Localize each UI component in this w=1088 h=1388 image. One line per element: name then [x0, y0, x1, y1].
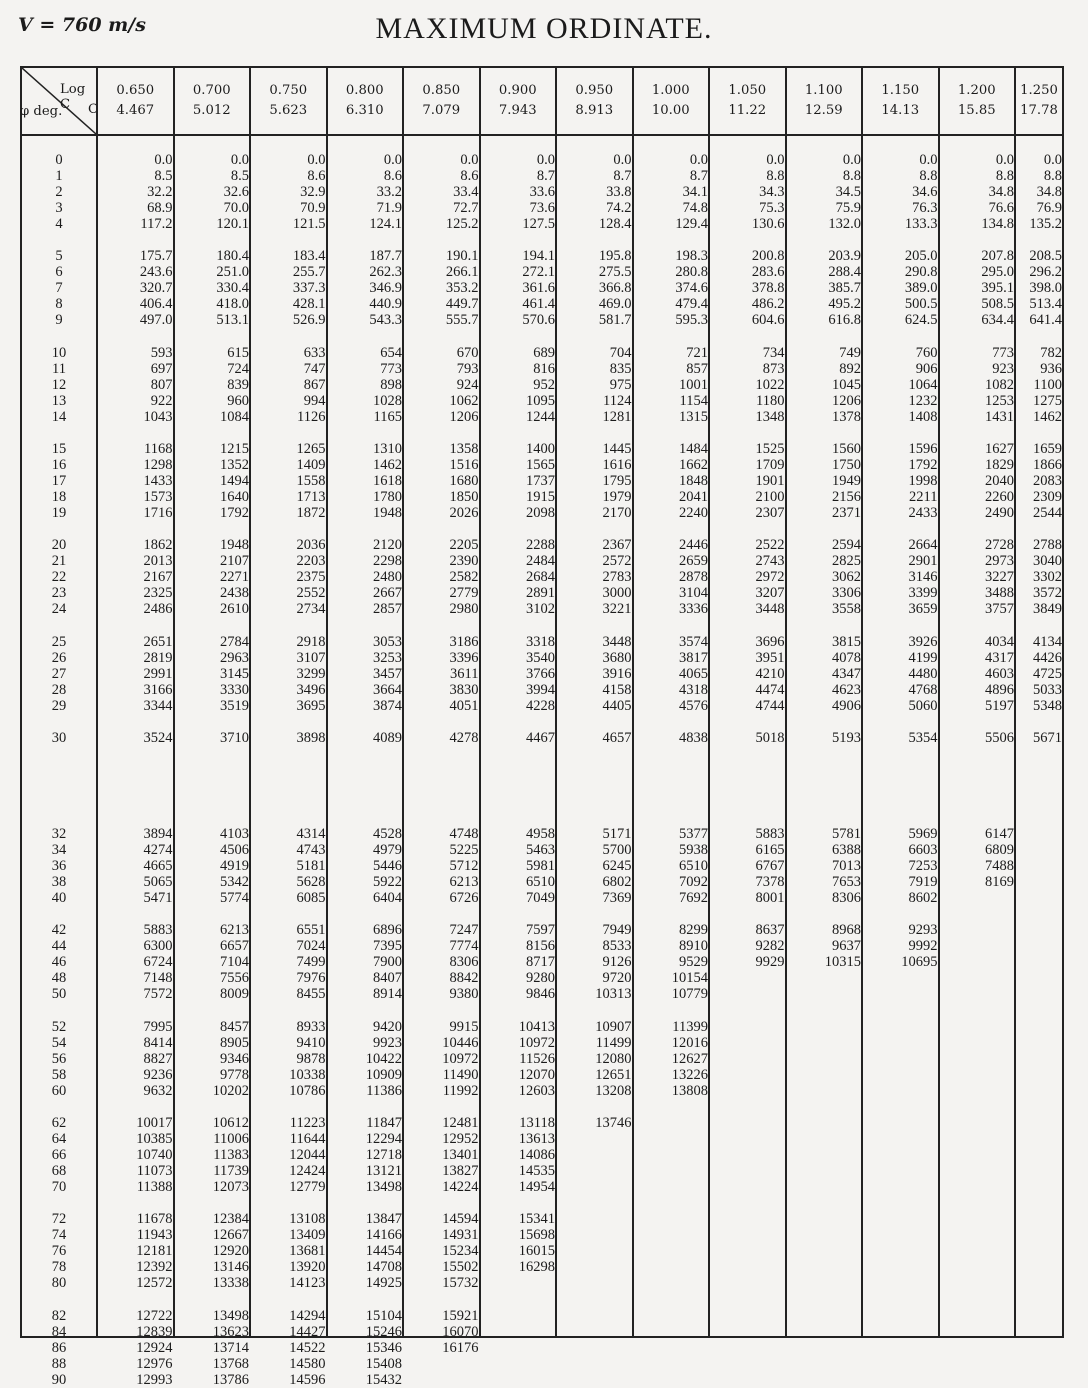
- phi-group: 30: [51, 729, 67, 746]
- value-group: 9420 9923 10422 10909 11386: [365, 1018, 402, 1099]
- c-value: 17.78: [1020, 103, 1058, 118]
- value-group: 3894 4274 4665 5065 5471: [143, 826, 173, 907]
- log-c-value: 1.000: [651, 83, 690, 98]
- value-group: 6896 7395 7900 8407 8914: [373, 922, 402, 1003]
- phi-group: 20 21 22 23 24: [51, 537, 67, 618]
- value-group: 2288 2484 2684 2891 3102: [526, 537, 555, 618]
- value-group: 5377 5938 6510 7092 7692: [679, 826, 708, 907]
- value-column: [861, 68, 938, 1336]
- value-group: 5171 5700 6245 6802 7369: [602, 826, 632, 907]
- log-c-value: 1.100: [804, 83, 843, 98]
- value-group: 5969 6603 7253 7919 8602: [908, 826, 938, 907]
- value-group: 2446 2659 2878 3104 3336: [679, 537, 708, 618]
- value-group: 8637 9282 9929: [755, 922, 785, 971]
- log-c-value: 0.700: [192, 83, 231, 98]
- value-group: 15921 16070 16176: [442, 1307, 479, 1356]
- value-group: 2651 2819 2991 3166 3344: [143, 633, 173, 714]
- c-value: 4.467: [116, 103, 155, 118]
- phi-group: 25 26 27 28 29: [51, 633, 67, 714]
- value-group: 670 793 924 1062 1206: [449, 344, 479, 425]
- value-group: 2728 2973 3227 3488 3757: [985, 537, 1014, 618]
- value-group: 0.0 8.8 34.3 75.3 130.6: [751, 152, 785, 232]
- phi-group: 72 74 76 78 80: [51, 1211, 67, 1292]
- value-group: 208.5 296.2 398.0 513.4 641.4: [1029, 248, 1062, 329]
- value-group: 183.4 255.7 337.3 428.1 526.9: [292, 248, 326, 329]
- value-group: 8457 8905 9346 9778 10202: [212, 1018, 249, 1099]
- value-group: 1215 1352 1494 1640 1792: [220, 440, 249, 521]
- value-group: 13746: [595, 1115, 632, 1131]
- value-column: [1014, 68, 1062, 1336]
- value-group: 689 816 952 1095 1244: [526, 344, 555, 425]
- value-group: 1168 1298 1433 1573 1716: [143, 440, 173, 521]
- value-group: 175.7 243.6 320.7 406.4 497.0: [139, 248, 173, 329]
- value-group: 203.9 288.4 385.7 495.2 616.8: [828, 248, 861, 329]
- value-group: 0.0 8.7 33.6 73.6 127.5: [522, 152, 555, 232]
- value-column: [402, 68, 479, 1356]
- value-group: 5883 6165 6767 7378 8001: [755, 826, 785, 907]
- value-column: [708, 68, 785, 1336]
- value-group: 7949 8533 9126 9720 10313: [595, 922, 632, 1003]
- value-group: 5193: [832, 729, 861, 746]
- value-group: 5781 6388 7013 7653 8306: [832, 826, 861, 907]
- value-group: 0.0 8.5 32.6 70.0 120.1: [216, 152, 249, 232]
- value-group: 0.0 8.6 33.2 71.9 124.1: [369, 152, 402, 232]
- phi-group: 0 1 2 3 4: [55, 152, 63, 232]
- c-label: C: [88, 102, 99, 117]
- value-column: [479, 68, 556, 1336]
- value-group: 11223 11644 12044 12424 12779: [289, 1115, 326, 1195]
- value-group: 721 857 1001 1154 1315: [679, 344, 708, 425]
- value-group: 13118 13613 14086 14535 14954: [518, 1115, 555, 1195]
- c-value: 8.913: [575, 103, 614, 118]
- value-group: 4034 4317 4603 4896 5197: [985, 633, 1014, 714]
- value-group: 9293 9992 10695: [901, 922, 938, 971]
- value-group: 12722 12839 12924 12976 12993: [136, 1307, 173, 1388]
- value-group: 3448 3680 3916 4158 4405: [602, 633, 632, 714]
- value-group: 3926 4199 4480 4768 5060: [908, 633, 938, 714]
- value-group: 198.3 280.8 374.6 479.4 595.3: [675, 248, 708, 329]
- value-group: 1659 1866 2083 2309 2544: [1033, 440, 1062, 521]
- value-group: 200.8 283.6 378.8 486.2 604.6: [751, 248, 785, 329]
- log-c-value: 0.750: [269, 83, 308, 98]
- value-group: 3574 3817 4065 4318 4576: [679, 633, 708, 714]
- velocity-label: V = 760 m/s: [18, 14, 146, 36]
- value-group: 205.0 290.8 389.0 500.5 624.5: [904, 248, 938, 329]
- value-group: 5506: [985, 729, 1014, 746]
- c-value: 5.623: [269, 103, 308, 118]
- c-value: 5.012: [192, 103, 231, 118]
- value-group: 10612 11006 11383 11739 12073: [212, 1115, 249, 1195]
- c-value: 11.22: [728, 103, 767, 118]
- value-group: 633 747 867 994 1126: [297, 344, 326, 425]
- value-group: 1265 1409 1558 1713 1872: [296, 440, 326, 521]
- value-group: 3186 3396 3611 3830 4051: [449, 633, 479, 714]
- value-group: 2522 2743 2972 3207 3448: [755, 537, 785, 618]
- value-group: 12384 12667 12920 13146 13338: [212, 1211, 249, 1292]
- value-group: 5671: [1033, 729, 1062, 746]
- value-group: 1627 1829 2040 2260 2490: [985, 440, 1014, 521]
- value-group: 10017 10385 10740 11073 11388: [136, 1115, 173, 1195]
- value-group: 8299 8910 9529 10154 10779: [671, 922, 708, 1003]
- value-group: 6551 7024 7499 7976 8455: [296, 922, 326, 1003]
- value-group: 4314 4743 5181 5628 6085: [296, 826, 326, 907]
- value-group: 2205 2390 2582 2779 2980: [449, 537, 479, 618]
- log-c-value: 1.200: [957, 83, 996, 98]
- value-group: 13847 14166 14454 14708 14925: [365, 1211, 402, 1292]
- value-group: 3898: [296, 729, 326, 746]
- value-group: 2036 2203 2375 2552 2734: [296, 537, 326, 618]
- value-column: [632, 68, 709, 1336]
- value-group: 3053 3253 3457 3664 3874: [373, 633, 402, 714]
- value-group: 14594 14931 15234 15502 15732: [442, 1211, 479, 1292]
- phi-label: φ deg.: [20, 104, 63, 119]
- value-group: 5354: [908, 729, 938, 746]
- value-group: 190.1 266.1 353.2 449.7 555.7: [445, 248, 479, 329]
- value-column: [249, 68, 326, 1388]
- value-group: 3710: [220, 729, 249, 746]
- value-column: [326, 68, 403, 1388]
- value-group: 11678 11943 12181 12392 12572: [136, 1211, 173, 1292]
- value-group: 8968 9637 10315: [824, 922, 861, 971]
- value-group: 13498 13623 13714 13768 13786: [212, 1307, 249, 1388]
- c-value: 10.00: [651, 103, 690, 118]
- value-group: 0.0 8.5 32.2 68.9 117.2: [140, 152, 173, 232]
- value-group: 7597 8156 8717 9280 9846: [526, 922, 555, 1003]
- value-group: 4134 4426 4725 5033 5348: [1033, 633, 1062, 714]
- log-c-value: 0.650: [116, 83, 155, 98]
- log-c-value: 1.150: [881, 83, 920, 98]
- value-group: 773 923 1082 1253 1431: [985, 344, 1014, 425]
- c-value: 7.079: [422, 103, 461, 118]
- value-group: 0.0 8.8 34.5 75.9 132.0: [828, 152, 861, 232]
- value-group: 12481 12952 13401 13827 14224: [442, 1115, 479, 1195]
- value-group: 0.0 8.8 34.6 76.3 133.3: [904, 152, 938, 232]
- value-group: 1400 1565 1737 1915 2098: [526, 440, 555, 521]
- phi-group: 15 16 17 18 19: [51, 440, 67, 521]
- value-group: 11847 12294 12718 13121 13498: [365, 1115, 402, 1195]
- value-column: [173, 68, 250, 1388]
- phi-column: [20, 68, 99, 1388]
- value-group: 1596 1792 1998 2211 2433: [908, 440, 938, 521]
- phi-group: 52 54 56 58 60: [51, 1018, 67, 1099]
- value-group: 1525 1709 1901 2100 2307: [755, 440, 785, 521]
- value-group: 2594 2825 3062 3306 3558: [832, 537, 861, 618]
- log-c-value: 0.800: [345, 83, 384, 98]
- value-group: 734 873 1022 1180 1348: [755, 344, 785, 425]
- c-value: 15.85: [957, 103, 996, 118]
- maximum-ordinate-table: [20, 66, 1064, 1388]
- phi-group: 62 64 66 68 70: [51, 1115, 67, 1195]
- log-c-value: 0.900: [498, 83, 537, 98]
- value-group: 2918 3107 3299 3496 3695: [296, 633, 326, 714]
- value-group: 4278: [449, 729, 479, 746]
- value-group: 1484 1662 1848 2041 2240: [679, 440, 708, 521]
- value-group: 0.0 8.6 32.9 70.9 121.5: [292, 152, 326, 232]
- value-group: 6213 6657 7104 7556 8009: [220, 922, 249, 1003]
- value-group: 3815 4078 4347 4623 4906: [832, 633, 861, 714]
- value-group: 11399 12016 12627 13226 13808: [671, 1018, 708, 1099]
- value-group: 704 835 975 1124 1281: [602, 344, 632, 425]
- value-group: 7995 8414 8827 9236 9632: [143, 1018, 173, 1099]
- value-group: 2120 2298 2480 2667 2857: [373, 537, 402, 618]
- value-group: 593 697 807 922 1043: [143, 344, 173, 425]
- log-c-value: 0.850: [422, 83, 461, 98]
- value-group: 6147 6809 7488 8169: [985, 826, 1014, 891]
- value-group: 207.8 295.0 395.1 508.5 634.4: [981, 248, 1014, 329]
- value-group: 4528 4979 5446 5922 6404: [373, 826, 402, 907]
- value-group: 5018: [755, 729, 785, 746]
- value-group: 195.8 275.5 366.8 469.0 581.7: [598, 248, 632, 329]
- value-column: [555, 68, 632, 1336]
- value-group: 4657: [602, 729, 632, 746]
- phi-group: 5 6 7 8 9: [55, 248, 63, 329]
- value-group: 8933 9410 9878 10338 10786: [289, 1018, 326, 1099]
- page-title: MAXIMUM ORDINATE.: [375, 12, 713, 45]
- value-group: 1560 1750 1949 2156 2371: [832, 440, 861, 521]
- value-group: 749 892 1045 1206 1378: [832, 344, 861, 425]
- value-column: [785, 68, 862, 1336]
- value-group: 15341 15698 16015 16298: [518, 1211, 555, 1276]
- value-group: 4748 5225 5712 6213 6726: [449, 826, 479, 907]
- value-group: 14294 14427 14522 14580 14596: [289, 1307, 326, 1388]
- phi-group: 32 34 36 38 40: [51, 826, 67, 907]
- value-group: 1445 1616 1795 1979 2170: [602, 440, 632, 521]
- value-group: 10413 10972 11526 12070 12603: [518, 1018, 555, 1099]
- value-group: 0.0 8.7 34.1 74.8 129.4: [675, 152, 708, 232]
- value-group: 5883 6300 6724 7148 7572: [143, 922, 173, 1003]
- value-group: 2664 2901 3146 3399 3659: [908, 537, 938, 618]
- c-value: 12.59: [804, 103, 843, 118]
- value-group: 4089: [373, 729, 402, 746]
- value-group: 1862 2013 2167 2325 2486: [143, 537, 173, 618]
- value-group: 13108 13409 13681 13920 14123: [289, 1211, 326, 1292]
- value-group: 0.0 8.8 34.8 76.6 134.8: [981, 152, 1014, 232]
- value-group: 7247 7774 8306 8842 9380: [449, 922, 479, 1003]
- log-c-value: 0.950: [575, 83, 614, 98]
- value-group: 15104 15246 15346 15408 15432: [365, 1307, 402, 1388]
- value-group: 187.7 262.3 346.9 440.9 543.3: [369, 248, 402, 329]
- value-group: 1358 1516 1680 1850 2026: [449, 440, 479, 521]
- value-group: 2784 2963 3145 3330 3519: [220, 633, 249, 714]
- value-group: 4103 4506 4919 5342 5774: [220, 826, 249, 907]
- value-group: 654 773 898 1028 1165: [373, 344, 402, 425]
- value-group: 782 936 1100 1275 1462: [1033, 344, 1062, 425]
- log-c-value: 1.250: [1020, 83, 1058, 98]
- phi-group: 10 11 12 13 14: [51, 344, 67, 425]
- value-group: 4958 5463 5981 6510 7049: [526, 826, 555, 907]
- value-group: 2367 2572 2783 3000 3221: [602, 537, 632, 618]
- value-column: [938, 68, 1015, 1336]
- value-group: 3524: [143, 729, 173, 746]
- value-group: 615 724 839 960 1084: [220, 344, 249, 425]
- value-group: 0.0 8.7 33.8 74.2 128.4: [598, 152, 632, 232]
- value-group: 1310 1462 1618 1780 1948: [373, 440, 402, 521]
- c-value: 6.310: [345, 103, 384, 118]
- value-group: 0.0 8.8 34.8 76.9 135.2: [1029, 152, 1062, 232]
- value-group: 9915 10446 10972 11490 11992: [442, 1018, 479, 1099]
- log-c-label: Log C: [60, 82, 86, 112]
- value-group: 2788 3040 3302 3572 3849: [1033, 537, 1062, 618]
- value-group: 760 906 1064 1232 1408: [908, 344, 938, 425]
- value-group: 1948 2107 2271 2438 2610: [220, 537, 249, 618]
- value-group: 10907 11499 12080 12651 13208: [595, 1018, 632, 1099]
- c-value: 7.943: [498, 103, 537, 118]
- value-group: 180.4 251.0 330.4 418.0 513.1: [216, 248, 249, 329]
- phi-group: 42 44 46 48 50: [51, 922, 67, 1003]
- value-group: 3318 3540 3766 3994 4228: [526, 633, 555, 714]
- value-group: 4838: [679, 729, 708, 746]
- value-group: 4467: [526, 729, 555, 746]
- value-group: 3696 3951 4210 4474 4744: [755, 633, 785, 714]
- value-group: 194.1 272.1 361.6 461.4 570.6: [522, 248, 555, 329]
- value-group: 0.0 8.6 33.4 72.7 125.2: [445, 152, 479, 232]
- phi-group: 82 84 86 88 90: [51, 1307, 67, 1388]
- c-value: 14.13: [881, 103, 920, 118]
- value-column: [96, 68, 173, 1388]
- log-c-value: 1.050: [728, 83, 767, 98]
